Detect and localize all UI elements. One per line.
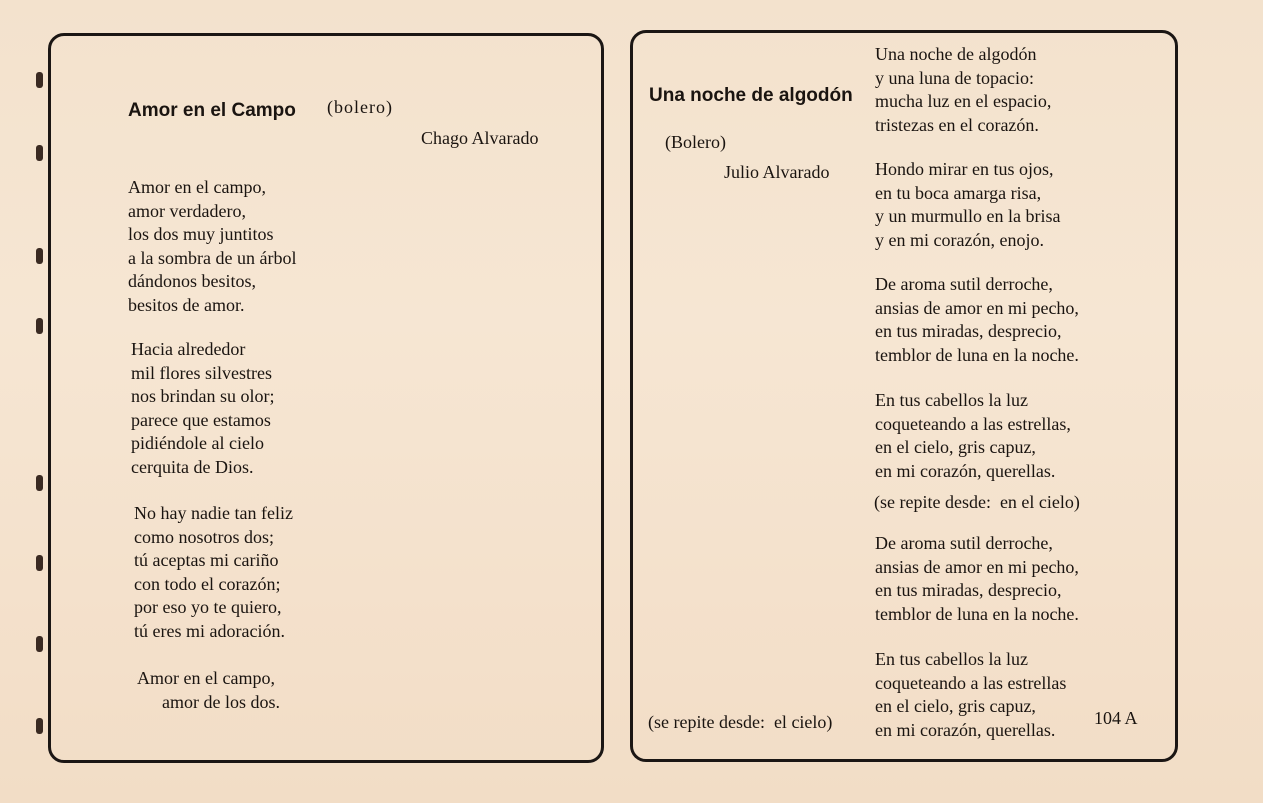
verse-line: tú eres mi adoración. [134, 620, 285, 641]
verse-line: coqueteando a las estrellas [875, 672, 1067, 693]
verse-line: cerquita de Dios. [131, 456, 254, 477]
verse-line: temblor de luna en la noche. [875, 603, 1079, 624]
verse-line: como nosotros dos; [134, 526, 275, 547]
binding-hole [36, 555, 43, 571]
verse-line: y una luna de topacio: [875, 67, 1034, 88]
right-stanza-2 [875, 158, 1060, 252]
verse-line: ansias de amor en mi pecho, [875, 297, 1079, 318]
binding-hole [36, 248, 43, 264]
verse-line: en mi corazón, querellas. [875, 460, 1056, 481]
left-stanza-2 [131, 338, 275, 479]
verse-line: en tu boca amarga risa, [875, 182, 1042, 203]
verse-line: en el cielo, gris capuz, [875, 437, 1036, 457]
left-stanza-4 [137, 667, 280, 714]
verse-line: En tus cabellos la luz [875, 390, 1028, 410]
verse-line: a la sombra de un árbol [128, 247, 297, 268]
verse-line: tristezas en el corazón. [875, 114, 1039, 135]
verse-line: por eso yo te quiero, [134, 597, 282, 617]
verse-line: en mi corazón, querellas. [875, 719, 1056, 740]
verse-line: dándonos besitos, [128, 271, 256, 291]
binding-hole [36, 72, 43, 88]
verse-line: Amor en el campo, [128, 177, 266, 197]
repeat-note: (se repite desde: el cielo) [648, 712, 833, 732]
left-stanza-1 [128, 176, 296, 317]
verse-line: Hondo mirar en tus ojos, [875, 159, 1054, 179]
verse-line: pidiéndole al cielo [131, 433, 264, 453]
verse-line: en tus miradas, desprecio, [875, 321, 1062, 341]
binding-hole [36, 475, 43, 491]
verse-line: y un murmullo en la brisa [875, 206, 1061, 226]
binding-hole [36, 636, 43, 652]
right-stanza-5 [875, 532, 1079, 626]
verse-line: temblor de luna en la noche. [875, 344, 1079, 365]
binding-hole [36, 145, 43, 161]
verse-line: De aroma sutil derroche, [875, 533, 1053, 553]
verse-line: De aroma sutil derroche, [875, 274, 1053, 294]
verse-line: los dos muy juntitos [128, 224, 274, 244]
verse-line: y en mi corazón, enojo. [875, 229, 1044, 250]
right-stanza-1 [875, 43, 1051, 137]
left-song-title: Amor en el Campo [128, 100, 296, 121]
left-song-genre: (bolero) [327, 97, 393, 117]
right-stanza-6 [875, 648, 1066, 742]
verse-line: amor verdadero, [128, 200, 246, 221]
verse-line: besitos de amor. [128, 294, 245, 315]
verse-line: Una noche de algodón [875, 44, 1037, 64]
right-stanza-4 [875, 389, 1071, 483]
verse-line: Hacia alrededor [131, 339, 246, 359]
verse-line: nos brindan su olor; [131, 386, 275, 406]
verse-line: en el cielo, gris capuz, [875, 696, 1036, 716]
verse-line: Amor en el campo, [137, 668, 275, 688]
right-song-genre: (Bolero) [665, 132, 726, 152]
verse-line: parece que estamos [131, 409, 271, 430]
verse-line: amor de los dos. [162, 691, 280, 712]
left-song-author: Chago Alvarado [421, 128, 539, 148]
left-stanza-3 [134, 502, 293, 643]
verse-line: mil flores silvestres [131, 362, 272, 383]
verse-line: ansias de amor en mi pecho, [875, 556, 1079, 577]
page-number: 104 A [1094, 708, 1138, 728]
verse-line: coqueteando a las estrellas, [875, 413, 1071, 434]
right-song-author: Julio Alvarado [724, 162, 830, 182]
verse-line: mucha luz en el espacio, [875, 91, 1052, 111]
right-song-title: Una noche de algodón [649, 85, 853, 106]
binding-hole [36, 318, 43, 334]
right-stanza-3 [875, 273, 1079, 367]
verse-line: No hay nadie tan feliz [134, 503, 293, 523]
verse-line: En tus cabellos la luz [875, 649, 1028, 669]
verse-line: con todo el corazón; [134, 573, 281, 594]
verse-line: tú aceptas mi cariño [134, 550, 279, 570]
verse-line: en tus miradas, desprecio, [875, 580, 1062, 600]
binding-hole [36, 718, 43, 734]
repeat-note: (se repite desde: en el cielo) [874, 492, 1080, 512]
